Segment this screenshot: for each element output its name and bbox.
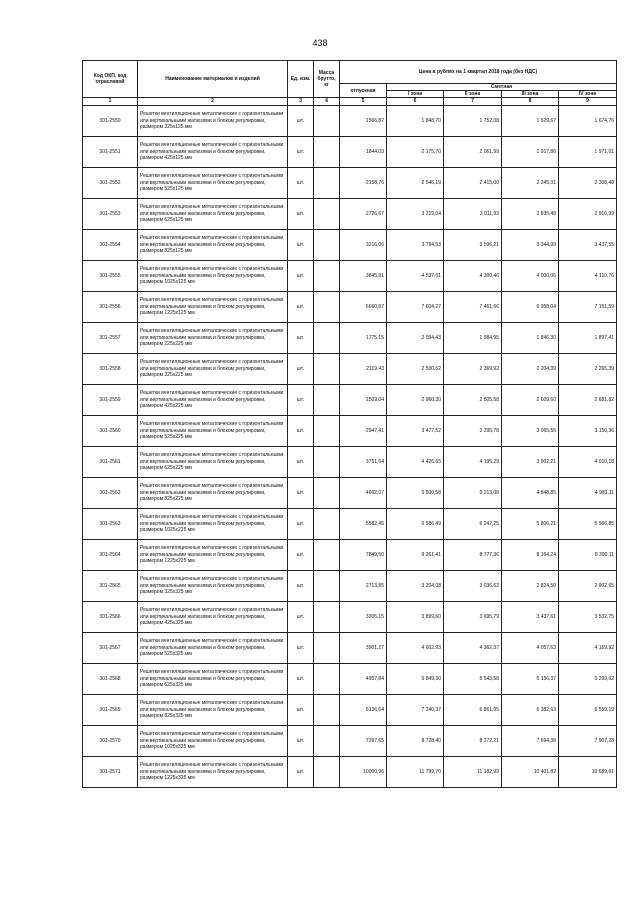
row-price-zone-4: 7 151,59 bbox=[559, 291, 617, 322]
header-zone-1: I зона bbox=[387, 91, 444, 98]
row-unit: шт. bbox=[288, 415, 314, 446]
row-mass bbox=[314, 632, 340, 663]
table-row bbox=[83, 694, 617, 725]
row-price-zone-1: 3 477,52 bbox=[387, 415, 444, 446]
row-code: 301-2558 bbox=[83, 353, 138, 384]
column-number: 2 bbox=[138, 98, 288, 105]
row-price-zone-4: 2 902,65 bbox=[559, 570, 617, 601]
row-code: 301-2565 bbox=[83, 570, 138, 601]
table-row bbox=[83, 105, 617, 136]
row-unit: шт. bbox=[288, 694, 314, 725]
row-release-price: 2726,67 bbox=[340, 198, 387, 229]
row-mass bbox=[314, 136, 340, 167]
row-price-zone-1: 8 728,40 bbox=[387, 725, 444, 756]
row-price-zone-2: 11 182,99 bbox=[444, 756, 502, 787]
row-price-zone-4: 6 559,19 bbox=[559, 694, 617, 725]
row-price-zone-3: 2 245,31 bbox=[502, 167, 559, 198]
table-row bbox=[83, 384, 617, 415]
row-price-zone-1: 2 546,19 bbox=[387, 167, 444, 198]
row-name: Решетки вентиляционные металлические с горизонтальными или вертикальными жалюзями и блоком регулировки, размером 1225х225 мм bbox=[138, 539, 288, 570]
table-row bbox=[83, 198, 617, 229]
row-price-zone-1: 2 960,30 bbox=[387, 384, 444, 415]
row-unit: шт. bbox=[288, 508, 314, 539]
row-price-zone-2: 3 036,62 bbox=[444, 570, 502, 601]
row-price-zone-2: 7 461,66 bbox=[444, 291, 502, 322]
row-name: Решетки вентиляционные металлические с горизонтальными или вертикальными жалюзями и блоком регулировки, размером 625х125 мм bbox=[138, 198, 288, 229]
row-price-zone-2: 2 805,58 bbox=[444, 384, 502, 415]
row-release-price: 4662,07 bbox=[340, 477, 387, 508]
row-price-zone-2: 8 777,36 bbox=[444, 539, 502, 570]
row-release-price: 3901,27 bbox=[340, 632, 387, 663]
row-price-zone-2: 6 861,95 bbox=[444, 694, 502, 725]
row-price-zone-3: 1 846,30 bbox=[502, 322, 559, 353]
row-code: 301-2556 bbox=[83, 291, 138, 322]
row-unit: шт. bbox=[288, 384, 314, 415]
row-price-zone-3: 4 000,06 bbox=[502, 260, 559, 291]
row-name: Решетки вентиляционные металлические с горизонтальными или вертикальными жалюзями и блоком регулировки, размером 1225х125 мм bbox=[138, 291, 288, 322]
row-mass bbox=[314, 229, 340, 260]
row-unit: шт. bbox=[288, 260, 314, 291]
row-unit: шт. bbox=[288, 229, 314, 260]
row-price-zone-2: 2 415,00 bbox=[444, 167, 502, 198]
row-name: Решетки вентиляционные металлические с горизонтальными или вертикальными жалюзями и блоком регулировки, размером 525х325 мм bbox=[138, 632, 288, 663]
column-number: 7 bbox=[444, 98, 502, 105]
row-price-zone-4: 2 265,39 bbox=[559, 353, 617, 384]
row-unit: шт. bbox=[288, 539, 314, 570]
row-code: 301-2550 bbox=[83, 105, 138, 136]
row-name: Решетки вентиляционные металлические с горизонтальными или вертикальными жалюзями и блоком регулировки, размером 1225х325 мм bbox=[138, 756, 288, 787]
row-release-price: 6136,64 bbox=[340, 694, 387, 725]
table-header bbox=[83, 61, 617, 98]
row-unit: шт. bbox=[288, 167, 314, 198]
row-mass bbox=[314, 105, 340, 136]
row-name: Решетки вентиляционные металлические с горизонтальными или вертикальными жалюзями и блоком регулировки, размером 625х325 мм bbox=[138, 663, 288, 694]
column-number: 8 bbox=[502, 98, 559, 105]
table-row bbox=[83, 663, 617, 694]
row-price-zone-3: 3 065,56 bbox=[502, 415, 559, 446]
row-release-price: 2713,85 bbox=[340, 570, 387, 601]
row-price-zone-3: 10 401,82 bbox=[502, 756, 559, 787]
row-release-price: 3845,91 bbox=[340, 260, 387, 291]
header-release: отпускная bbox=[340, 84, 387, 98]
header-zone-3: III зона bbox=[502, 91, 559, 98]
row-price-zone-2: 3 295,78 bbox=[444, 415, 502, 446]
column-number: 5 bbox=[340, 98, 387, 105]
row-release-price: 4957,84 bbox=[340, 663, 387, 694]
row-release-price: 10000,96 bbox=[340, 756, 387, 787]
table-row bbox=[83, 539, 617, 570]
row-price-zone-1: 2 094,43 bbox=[387, 322, 444, 353]
row-mass bbox=[314, 446, 340, 477]
column-number: 6 bbox=[387, 98, 444, 105]
row-price-zone-1: 5 500,58 bbox=[387, 477, 444, 508]
row-price-zone-1: 3 794,53 bbox=[387, 229, 444, 260]
row-name: Решетки вентиляционные металлические с горизонтальными или вертикальными жалюзями и блоком регулировки, размером 825х325 мм bbox=[138, 694, 288, 725]
row-mass bbox=[314, 756, 340, 787]
header-mass: Масса брутто, кг bbox=[314, 61, 340, 98]
row-code: 301-2557 bbox=[83, 322, 138, 353]
row-price-zone-1: 2 175,70 bbox=[387, 136, 444, 167]
row-price-zone-4: 1 971,01 bbox=[559, 136, 617, 167]
row-price-zone-1: 4 602,93 bbox=[387, 632, 444, 663]
row-name: Решетки вентиляционные металлические с горизонтальными или вертикальными жалюзями и блоком регулировки, размером 425х125 мм bbox=[138, 136, 288, 167]
row-release-price: 7397,65 bbox=[340, 725, 387, 756]
row-price-zone-2: 3 011,93 bbox=[444, 198, 502, 229]
table-row bbox=[83, 632, 617, 663]
row-name: Решетки вентиляционные металлические с горизонтальными или вертикальными жалюзями и блоком регулировки, размером 1025х225 мм bbox=[138, 508, 288, 539]
row-price-zone-4: 2 308,48 bbox=[559, 167, 617, 198]
table-row bbox=[83, 508, 617, 539]
row-mass bbox=[314, 291, 340, 322]
row-price-zone-4: 3 150,36 bbox=[559, 415, 617, 446]
row-name: Решетки вентиляционные металлические с горизонтальными или вертикальными жалюзями и блоком регулировки, размером 825х125 мм bbox=[138, 229, 288, 260]
row-release-price: 7849,50 bbox=[340, 539, 387, 570]
table-row bbox=[83, 725, 617, 756]
row-price-zone-4: 4 983,11 bbox=[559, 477, 617, 508]
row-price-zone-3: 4 848,85 bbox=[502, 477, 559, 508]
row-price-zone-4: 2 916,99 bbox=[559, 198, 617, 229]
row-code: 301-2563 bbox=[83, 508, 138, 539]
table-row bbox=[83, 570, 617, 601]
row-price-zone-1: 1 848,70 bbox=[387, 105, 444, 136]
row-unit: шт. bbox=[288, 353, 314, 384]
row-code: 301-2567 bbox=[83, 632, 138, 663]
row-name: Решетки вентиляционные металлические с горизонтальными или вертикальными жалюзями и блоком регулировки, размером 425х325 мм bbox=[138, 601, 288, 632]
row-price-zone-4: 7 907,28 bbox=[559, 725, 617, 756]
row-name: Решетки вентиляционные металлические с горизонтальными или вертикальными жалюзями и блоком регулировки, размером 225х225 мм bbox=[138, 322, 288, 353]
row-price-zone-3: 2 204,39 bbox=[502, 353, 559, 384]
table-row bbox=[83, 167, 617, 198]
row-price-zone-2: 5 543,58 bbox=[444, 663, 502, 694]
table-row bbox=[83, 446, 617, 477]
row-price-zone-4: 3 437,55 bbox=[559, 229, 617, 260]
row-unit: шт. bbox=[288, 198, 314, 229]
row-name: Решетки вентиляционные металлические с горизонтальными или вертикальными жалюзями и блоком регулировки, размером 325х225 мм bbox=[138, 353, 288, 384]
row-price-zone-4: 10 689,61 bbox=[559, 756, 617, 787]
row-price-zone-3: 2 609,60 bbox=[502, 384, 559, 415]
row-code: 301-2564 bbox=[83, 539, 138, 570]
row-price-zone-3: 3 344,99 bbox=[502, 229, 559, 260]
row-mass bbox=[314, 167, 340, 198]
row-price-zone-3: 5 156,37 bbox=[502, 663, 559, 694]
row-name: Решетки вентиляционные металлические с горизонтальными или вертикальными жалюзями и блоком регулировки, размером 525х125 мм bbox=[138, 167, 288, 198]
row-mass bbox=[314, 725, 340, 756]
row-release-price: 2158,76 bbox=[340, 167, 387, 198]
row-code: 301-2554 bbox=[83, 229, 138, 260]
row-code: 301-2555 bbox=[83, 260, 138, 291]
row-price-zone-2: 5 213,08 bbox=[444, 477, 502, 508]
row-mass bbox=[314, 353, 340, 384]
page-number: 438 bbox=[312, 38, 328, 48]
row-price-zone-1: 6 586,49 bbox=[387, 508, 444, 539]
row-price-zone-1: 3 204,08 bbox=[387, 570, 444, 601]
row-release-price: 3751,64 bbox=[340, 446, 387, 477]
header-zone-2: II зона bbox=[444, 91, 502, 98]
row-mass bbox=[314, 663, 340, 694]
table-row bbox=[83, 229, 617, 260]
row-price-zone-1: 7 240,37 bbox=[387, 694, 444, 725]
row-code: 301-2553 bbox=[83, 198, 138, 229]
row-mass bbox=[314, 570, 340, 601]
header-zone-4: IV зона bbox=[559, 91, 617, 98]
row-unit: шт. bbox=[288, 136, 314, 167]
row-name: Решетки вентиляционные металлические с горизонтальными или вертикальными жалюзями и блоком регулировки, размером 1025х325 мм bbox=[138, 725, 288, 756]
column-number-row bbox=[83, 98, 617, 105]
row-price-zone-3: 3 437,61 bbox=[502, 601, 559, 632]
table-row bbox=[83, 322, 617, 353]
row-release-price: 1775,15 bbox=[340, 322, 387, 353]
table-row bbox=[83, 756, 617, 787]
row-price-zone-3: 1 917,86 bbox=[502, 136, 559, 167]
row-price-zone-4: 4 010,18 bbox=[559, 446, 617, 477]
row-mass bbox=[314, 198, 340, 229]
row-name: Решетки вентиляционные металлические с горизонтальными или вертикальными жалюзями и блоком регулировки, размером 1025х125 мм bbox=[138, 260, 288, 291]
row-release-price: 3216,06 bbox=[340, 229, 387, 260]
row-price-zone-2: 4 195,29 bbox=[444, 446, 502, 477]
row-code: 301-2559 bbox=[83, 384, 138, 415]
row-price-zone-1: 5 849,30 bbox=[387, 663, 444, 694]
row-price-zone-3: 6 958,04 bbox=[502, 291, 559, 322]
row-name: Решетки вентиляционные металлические с горизонтальными или вертикальными жалюзями и блоком регулировки, размером 325х325 мм bbox=[138, 570, 288, 601]
row-price-zone-3: 1 629,67 bbox=[502, 105, 559, 136]
row-name: Решетки вентиляционные металлические с горизонтальными или вертикальными жалюзями и блоком регулировки, размером 325х125 мм bbox=[138, 105, 288, 136]
row-code: 301-2552 bbox=[83, 167, 138, 198]
row-price-zone-4: 4 169,92 bbox=[559, 632, 617, 663]
row-price-zone-2: 3 596,21 bbox=[444, 229, 502, 260]
row-unit: шт. bbox=[288, 477, 314, 508]
row-price-zone-1: 7 604,27 bbox=[387, 291, 444, 322]
row-price-zone-3: 4 057,63 bbox=[502, 632, 559, 663]
row-price-zone-3: 8 164,24 bbox=[502, 539, 559, 570]
column-number: 9 bbox=[559, 98, 617, 105]
row-price-zone-1: 4 537,61 bbox=[387, 260, 444, 291]
row-code: 301-2568 bbox=[83, 663, 138, 694]
row-unit: шт. bbox=[288, 601, 314, 632]
column-number: 3 bbox=[288, 98, 314, 105]
table-row bbox=[83, 353, 617, 384]
row-price-zone-2: 2 369,92 bbox=[444, 353, 502, 384]
row-unit: шт. bbox=[288, 663, 314, 694]
row-code: 301-2562 bbox=[83, 477, 138, 508]
row-mass bbox=[314, 694, 340, 725]
row-price-zone-1: 2 500,62 bbox=[387, 353, 444, 384]
price-table bbox=[82, 60, 617, 788]
row-price-zone-1: 9 261,41 bbox=[387, 539, 444, 570]
row-price-zone-2: 1 752,08 bbox=[444, 105, 502, 136]
row-code: 301-2561 bbox=[83, 446, 138, 477]
column-number: 1 bbox=[83, 98, 138, 105]
row-code: 301-2551 bbox=[83, 136, 138, 167]
row-code: 301-2569 bbox=[83, 694, 138, 725]
table-body bbox=[83, 98, 617, 787]
row-price-zone-3: 7 694,38 bbox=[502, 725, 559, 756]
column-number: 4 bbox=[314, 98, 340, 105]
row-price-zone-1: 11 799,70 bbox=[387, 756, 444, 787]
row-price-zone-3: 2 824,50 bbox=[502, 570, 559, 601]
row-name: Решетки вентиляционные металлические с горизонтальными или вертикальными жалюзями и блоком регулировки, размером 625х225 мм bbox=[138, 446, 288, 477]
row-mass bbox=[314, 384, 340, 415]
row-unit: шт. bbox=[288, 570, 314, 601]
row-unit: шт. bbox=[288, 632, 314, 663]
row-code: 301-2570 bbox=[83, 725, 138, 756]
row-release-price: 1566,87 bbox=[340, 105, 387, 136]
table-row bbox=[83, 291, 617, 322]
row-code: 301-2566 bbox=[83, 601, 138, 632]
row-mass bbox=[314, 539, 340, 570]
row-price-zone-1: 3 219,04 bbox=[387, 198, 444, 229]
row-price-zone-2: 6 242,25 bbox=[444, 508, 502, 539]
row-price-zone-3: 2 835,48 bbox=[502, 198, 559, 229]
row-unit: шт. bbox=[288, 725, 314, 756]
row-price-zone-4: 8 390,11 bbox=[559, 539, 617, 570]
row-release-price: 5582,45 bbox=[340, 508, 387, 539]
row-mass bbox=[314, 477, 340, 508]
row-price-zone-4: 4 110,76 bbox=[559, 260, 617, 291]
row-price-zone-4: 2 681,82 bbox=[559, 384, 617, 415]
row-mass bbox=[314, 322, 340, 353]
row-price-zone-4: 1 897,41 bbox=[559, 322, 617, 353]
row-price-zone-2: 3 695,79 bbox=[444, 601, 502, 632]
row-name: Решетки вентиляционные металлические с горизонтальными или вертикальными жалюзями и блоком регулировки, размером 825х225 мм bbox=[138, 477, 288, 508]
row-price-zone-3: 6 382,63 bbox=[502, 694, 559, 725]
header-estimate: Сметная bbox=[387, 84, 617, 91]
row-code: 301-2560 bbox=[83, 415, 138, 446]
row-name: Решетки вентиляционные металлические с горизонтальными или вертикальными жалюзями и блоком регулировки, размером 525х225 мм bbox=[138, 415, 288, 446]
header-unit: Ед. изм. bbox=[288, 61, 314, 98]
row-price-zone-4: 1 674,76 bbox=[559, 105, 617, 136]
row-unit: шт. bbox=[288, 322, 314, 353]
row-price-zone-2: 4 362,37 bbox=[444, 632, 502, 663]
row-unit: шт. bbox=[288, 756, 314, 787]
row-unit: шт. bbox=[288, 446, 314, 477]
row-release-price: 2119,43 bbox=[340, 353, 387, 384]
row-price-zone-4: 3 532,75 bbox=[559, 601, 617, 632]
row-release-price: 2509,04 bbox=[340, 384, 387, 415]
row-release-price: 2947,41 bbox=[340, 415, 387, 446]
row-release-price: 1844,03 bbox=[340, 136, 387, 167]
row-mass bbox=[314, 260, 340, 291]
row-unit: шт. bbox=[288, 291, 314, 322]
row-price-zone-4: 5 299,02 bbox=[559, 663, 617, 694]
row-price-zone-2: 8 272,21 bbox=[444, 725, 502, 756]
row-mass bbox=[314, 508, 340, 539]
row-mass bbox=[314, 415, 340, 446]
header-name: Наименование материалов и изделий bbox=[138, 61, 288, 98]
row-price-zone-3: 3 902,21 bbox=[502, 446, 559, 477]
row-code: 301-2571 bbox=[83, 756, 138, 787]
table-row bbox=[83, 136, 617, 167]
row-price-zone-2: 1 984,95 bbox=[444, 322, 502, 353]
row-price-zone-4: 5 966,85 bbox=[559, 508, 617, 539]
row-name: Решетки вентиляционные металлические с горизонтальными или вертикальными жалюзями и блоком регулировки, размером 425х225 мм bbox=[138, 384, 288, 415]
row-price-zone-1: 3 899,60 bbox=[387, 601, 444, 632]
row-release-price: 6660,67 bbox=[340, 291, 387, 322]
row-price-zone-1: 4 426,65 bbox=[387, 446, 444, 477]
row-unit: шт. bbox=[288, 105, 314, 136]
row-price-zone-2: 4 300,46 bbox=[444, 260, 502, 291]
row-mass bbox=[314, 601, 340, 632]
row-price-zone-3: 5 806,21 bbox=[502, 508, 559, 539]
header-code: Код ОКП, код отраслевой bbox=[83, 61, 138, 98]
header-price-group: Цена в рублях на 1 квартал 2018 года (без НДС) bbox=[340, 61, 617, 84]
row-price-zone-2: 2 061,99 bbox=[444, 136, 502, 167]
table-row bbox=[83, 477, 617, 508]
row-release-price: 3305,15 bbox=[340, 601, 387, 632]
table-row bbox=[83, 415, 617, 446]
table-row bbox=[83, 601, 617, 632]
table-row bbox=[83, 260, 617, 291]
